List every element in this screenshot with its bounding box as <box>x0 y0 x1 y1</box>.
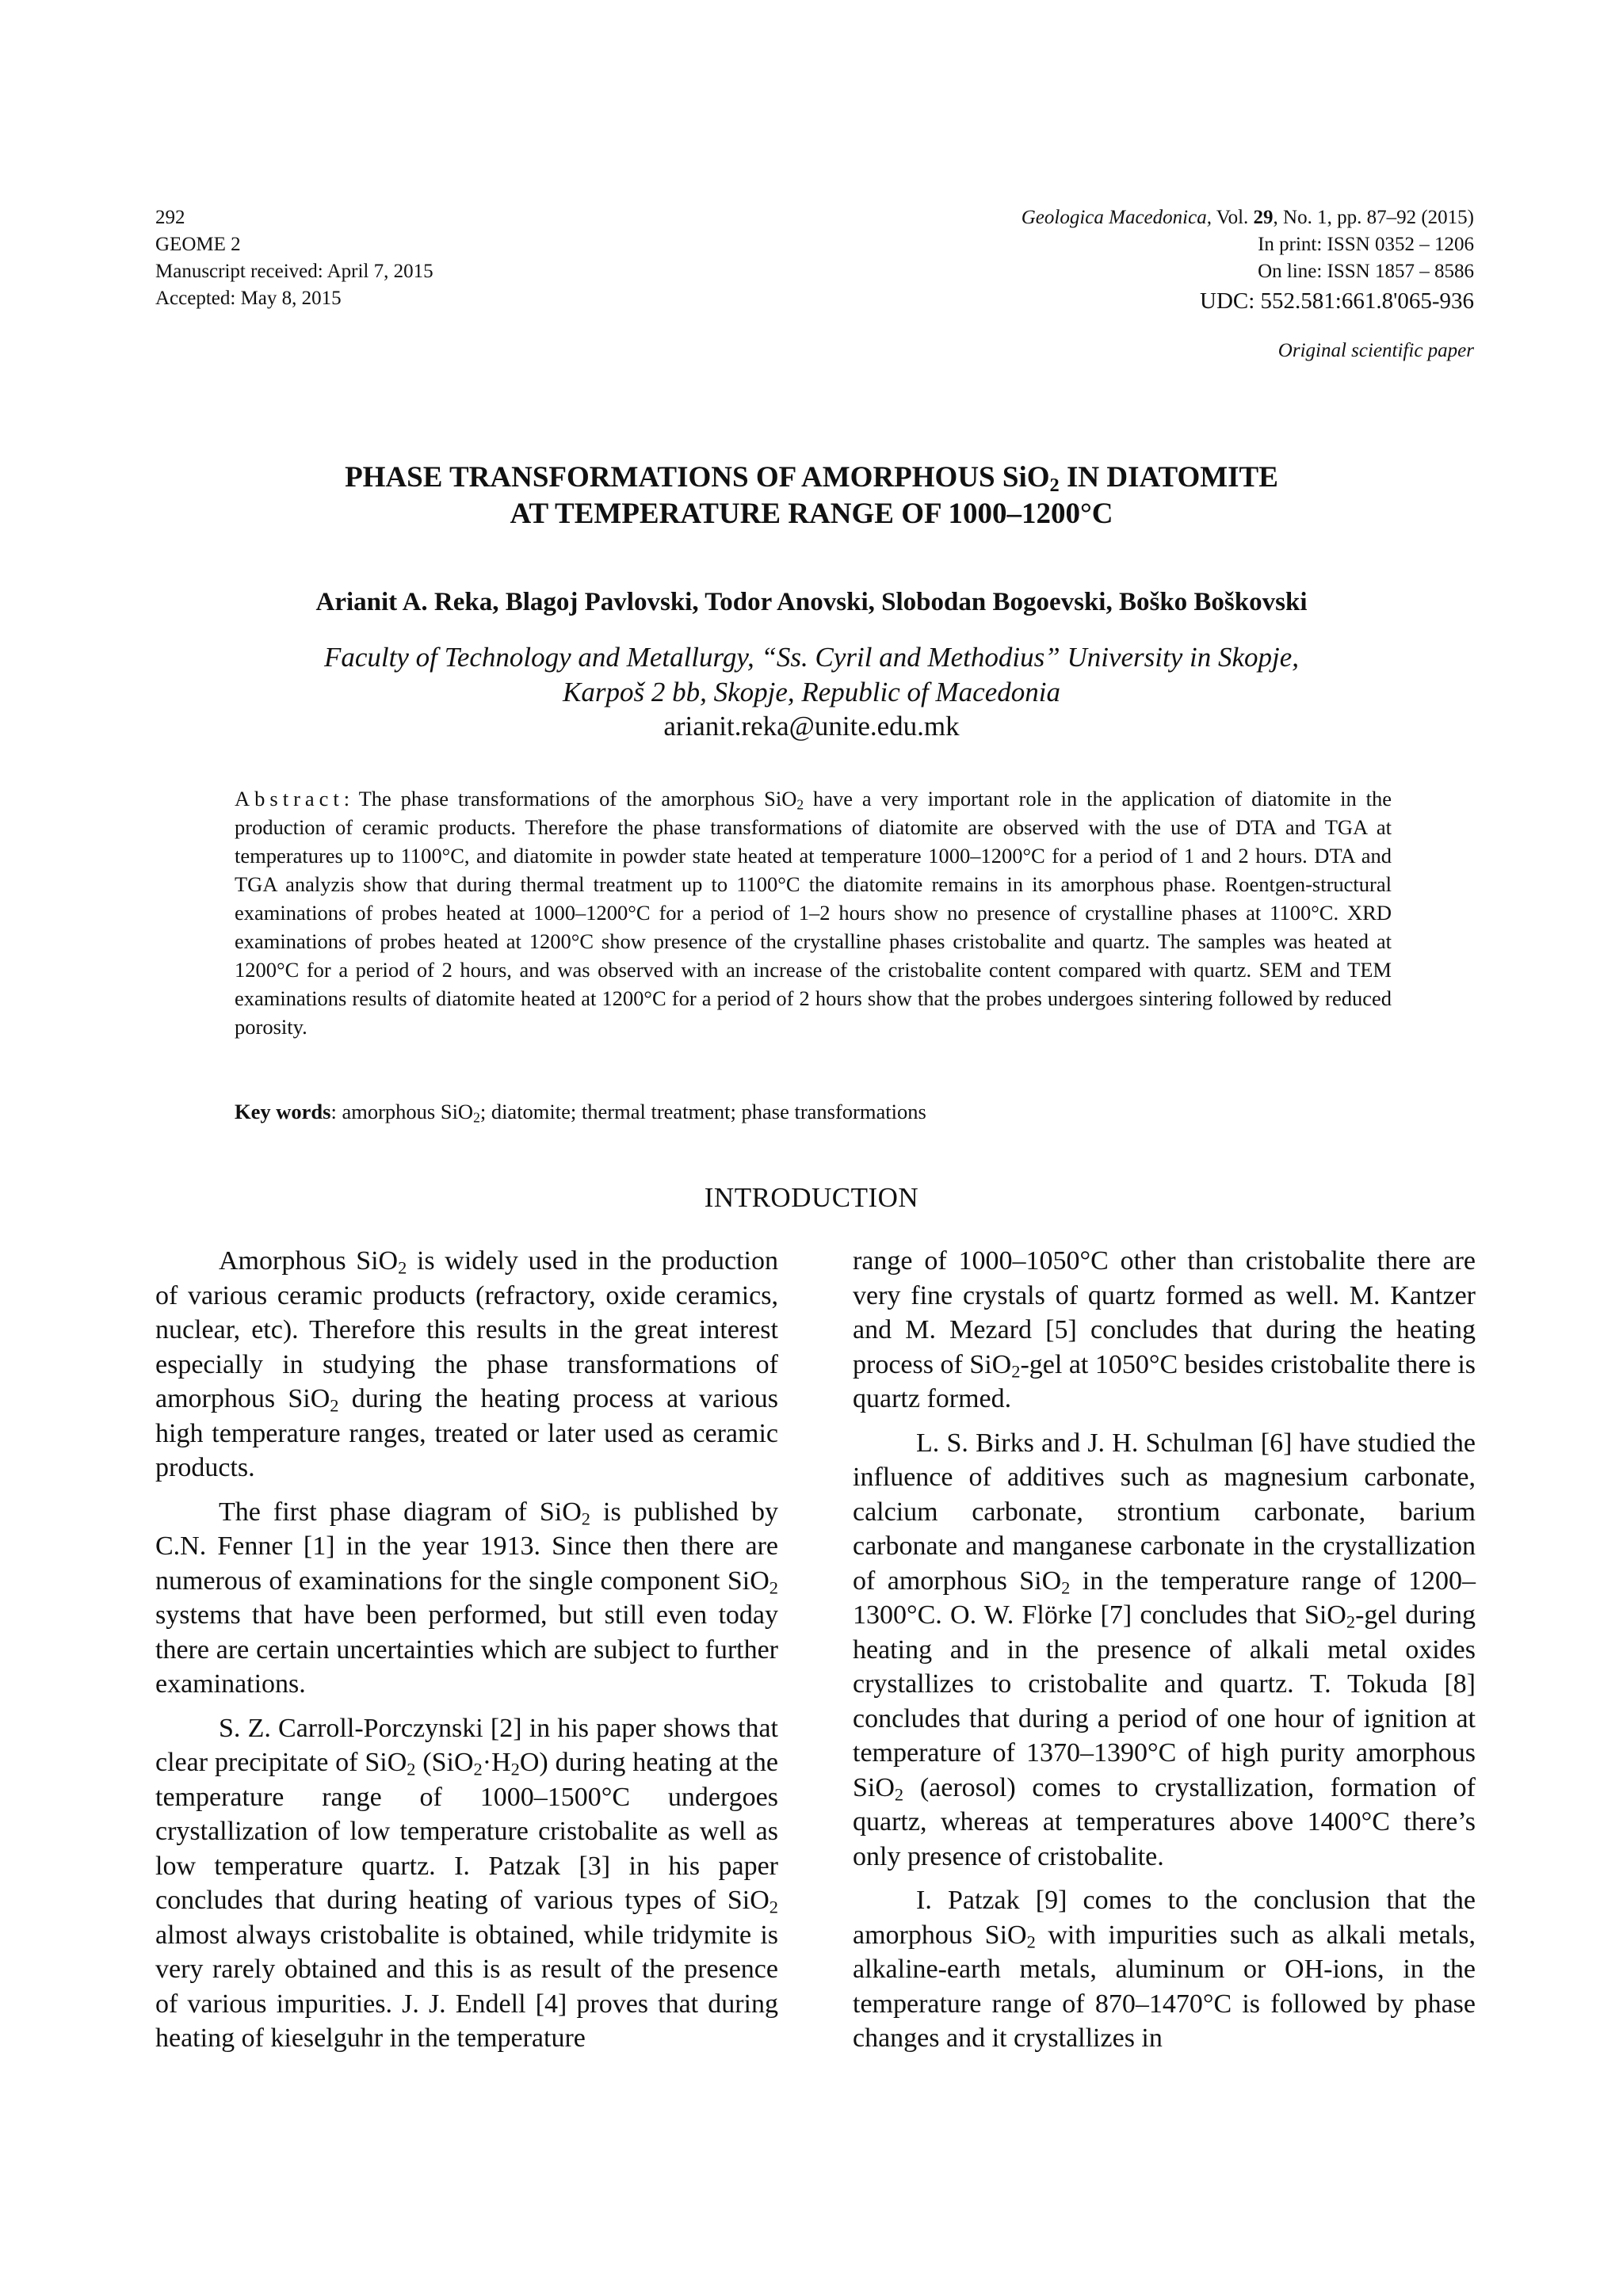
text: L. S. Birks and J. H. Schulman [6] have studied the influence of additives such as magnesium carbonate, calcium carbonate, strontium carbonate, barium carbonate and manganese carbonate in the crystallization of amorphous SiO <box>853 1428 1476 1596</box>
subscript: 2 <box>1026 1932 1036 1952</box>
accepted-date: Accepted: May 8, 2015 <box>155 288 342 309</box>
affiliation-line-2: Karpoš 2 bb, Skopje, Republic of Macedonia <box>563 677 1060 707</box>
abstract-label: Abstract <box>235 787 344 810</box>
subscript: 2 <box>473 1759 483 1779</box>
title-line-2: AT TEMPERATURE RANGE OF 1000–1200°C <box>510 498 1113 530</box>
manuscript-received: Manuscript received: April 7, 2015 <box>155 261 433 282</box>
title-line-1 <box>0 460 1623 496</box>
header-left-block <box>155 204 433 312</box>
subscript: 2 <box>1011 1361 1021 1382</box>
subscript: 2 <box>894 1784 904 1805</box>
subscript: 2 <box>581 1508 591 1529</box>
text: The first phase diagram of SiO <box>219 1497 582 1527</box>
abstract-text-2: have a very important role in the application of diatomite in the production of ceramic products. Therefore the phase transformations of diatomite are observed with the use of DTA and TGA at temperatures up to 1100°C, and diatomite in powder state heated at temperature 1000–1200°C for a period of 1 and 2 hours. DTA and TGA analyzis show that during thermal treatment up to 1100°C the diatomite remains in its amorphous phase. Roentgen-structural examinations of probes heated at 1000–1200°C for a period of 1–2 hours show no presence of crystalline phases at 1100°C. XRD examinations of probes heated at 1200°C show presence of the crystalline phases cristobalite and quartz. The samples was heated at 1200°C for a period of 2 hours, and was observed with an increase of the cristobalite content compared with quartz. SEM and TEM examinations results of diatomite heated at 1200°C for a period of 2 hours show that the probes undergoes sintering followed by reduced porosity. <box>235 787 1392 1039</box>
text: ·H <box>482 1748 511 1777</box>
right-column <box>853 1244 1476 2065</box>
title-subscript: 2 <box>1049 475 1060 497</box>
subscript: 2 <box>769 1577 778 1598</box>
issn-online: On line: ISSN 1857 – 8586 <box>1258 261 1474 282</box>
page-number: 292 <box>155 207 185 228</box>
journal-name: Geologica Macedonica, <box>1021 207 1212 228</box>
keywords <box>235 1097 1392 1126</box>
section-heading: INTRODUCTION <box>704 1182 919 1213</box>
text: S. Z. Carroll-Porczynski [2] in his paper shows that clear precipitate of SiO <box>155 1713 778 1777</box>
paper-title <box>0 460 1623 532</box>
text: systems that have been performed, but still even today there are certain uncertainties which are subject to further examinations. <box>155 1600 778 1699</box>
text: (SiO <box>415 1748 474 1777</box>
text: during the heating process at various high temperature ranges, treated or later used as ceramic products. <box>155 1384 778 1482</box>
journal-vol-prefix: Vol. <box>1211 207 1254 228</box>
journal-issue-pages: , No. 1, pp. 87–92 (2015) <box>1273 207 1474 228</box>
journal-citation <box>1022 204 1474 231</box>
keywords-text-1: : amorphous SiO <box>330 1100 474 1123</box>
journal-volume: 29 <box>1253 207 1274 228</box>
author-email: arianit.reka@unite.edu.mk <box>663 711 960 742</box>
subscript: 2 <box>407 1759 416 1779</box>
paragraph <box>155 1495 778 1702</box>
text: is widely used in the production of various ceramic products (refractory, oxide ceramics, nuclear, etc). Therefore this results in the great interest especially in studying the phase transformations of amorphous SiO <box>155 1246 778 1413</box>
text: almost always cristobalite is obtained, while tridymite is very rarely obtained and this is as result of the presence of various impurities. J. J. Endell [4] proves that during heating of kieselguhr in the temperature <box>155 1920 778 2053</box>
abstract-text-1: : The phase transformations of the amorphous SiO <box>343 787 797 810</box>
subscript: 2 <box>398 1257 407 1278</box>
text: range of 1000–1050°C other than cristobalite there are very fine crystals of quartz formed as well. M. Kantzer and M. Mezard [5] concludes that during the heating process of SiO <box>853 1246 1476 1379</box>
paragraph <box>853 1244 1476 1417</box>
text: -gel at 1050°C besides cristobalite there is quartz formed. <box>853 1349 1476 1413</box>
udc-code: UDC: 552.581:661.8'065-936 <box>1200 288 1474 314</box>
text: -gel during heating and in the presence of alkali metal oxides crystallizes to cristobalite and quartz. T. Tokuda [8] concludes that during a period of one hour of ignition at temperature of 1370–1390°C of high purity amorphous SiO <box>853 1600 1476 1802</box>
paragraph <box>853 1426 1476 1875</box>
left-column <box>155 1244 778 2065</box>
subscript: 2 <box>330 1395 339 1416</box>
text: Amorphous SiO <box>219 1246 399 1276</box>
subscript: 2 <box>510 1759 520 1779</box>
subscript: 2 <box>473 1109 480 1126</box>
affiliation <box>0 640 1623 710</box>
keywords-label: Key words <box>235 1100 331 1123</box>
affiliation-line-1: Faculty of Technology and Metallurgy, “Ss. Cyril and Methodius” University in Skopje, <box>323 642 1300 673</box>
text: I. Patzak [9] comes to the conclusion that the amorphous SiO <box>853 1886 1476 1950</box>
title-text-a: PHASE TRANSFORMATIONS OF AMORPHOUS SiO <box>345 461 1050 494</box>
paragraph <box>155 1244 778 1486</box>
authors: Arianit A. Reka, Blagoj Pavlovski, Todor Anovski, Slobodan Bogoevski, Boško Boškovski <box>315 588 1308 616</box>
paragraph <box>853 1883 1476 2056</box>
keywords-text-2: ; diatomite; thermal treatment; phase transformations <box>479 1100 926 1123</box>
subscript: 2 <box>769 1897 778 1917</box>
text: O) during heating at the temperature range of 1000–1500°C undergoes crystallization of low temperature cristobalite as well as low temperature quartz. I. Patzak [3] in his paper concludes that during heating of various types of SiO <box>155 1748 779 1915</box>
header-right-block <box>1022 204 1474 364</box>
abstract <box>235 784 1392 1041</box>
text: (aerosol) comes to crystallization, formation of quartz, whereas at temperatures above 1400°C there’s only presence of cristobalite. <box>853 1772 1476 1871</box>
paper-type: Original scientific paper <box>1277 340 1474 361</box>
subscript: 2 <box>796 796 804 813</box>
title-text-b: IN DIATOMITE <box>1059 461 1278 494</box>
paper-code: GEOME 2 <box>155 234 241 255</box>
text: in the temperature range of 1200–1300°C. O. W. Flörke [7] concludes that SiO <box>853 1566 1476 1630</box>
text: is published by C.N. Fenner [1] in the year 1913. Since then there are numerous of examinations for the single component SiO <box>155 1497 778 1596</box>
paragraph <box>155 1711 778 2056</box>
issn-print: In print: ISSN 0352 – 1206 <box>1258 234 1474 255</box>
subscript: 2 <box>1061 1577 1071 1598</box>
text: with impurities such as alkali metals, alkaline-earth metals, aluminum or OH-ions, in the temperature range of 870–1470°C is followed by phase changes and it crystallizes in <box>853 1920 1476 2053</box>
subscript: 2 <box>1346 1611 1356 1632</box>
